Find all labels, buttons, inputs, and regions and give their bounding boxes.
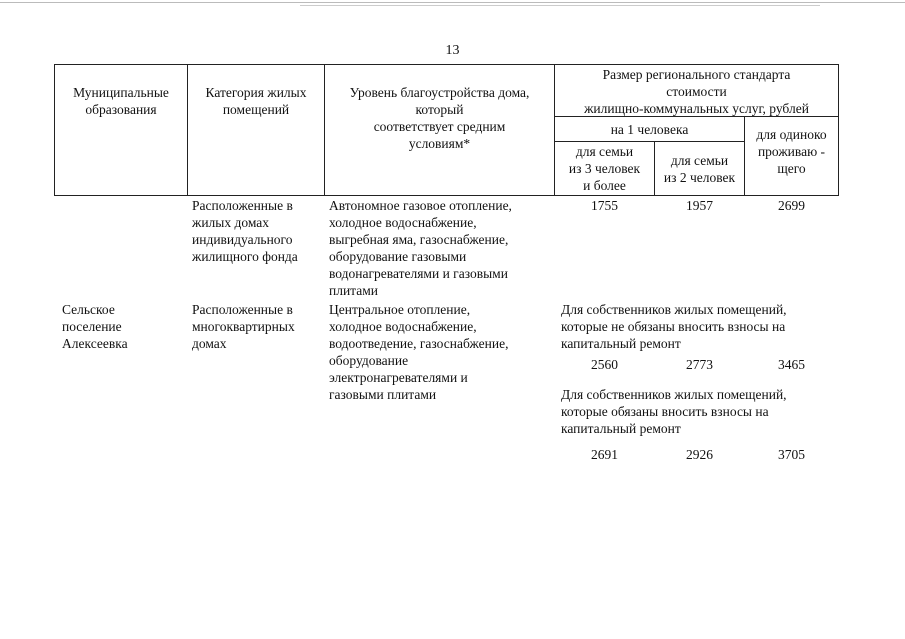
header-single: [745, 126, 838, 177]
text-line: многоквартирных: [192, 319, 295, 334]
header-municipal: [55, 84, 187, 118]
text-line: Расположенные в: [192, 302, 293, 317]
header-line: для семьи: [575, 144, 634, 159]
row2-value1-single: 3465: [778, 357, 805, 372]
table-header-bottom-border: [54, 195, 839, 196]
table-top-border: [54, 64, 839, 65]
header-line: для семьи: [670, 153, 729, 168]
text-line: холодное водоснабжение,: [329, 215, 477, 230]
text-line: жилищного фонда: [192, 249, 298, 264]
header-line: Размер регионального стандарта: [602, 67, 791, 82]
header-category: [188, 84, 324, 118]
header-line: щего: [777, 161, 806, 176]
row2-value2-family2: 2926: [686, 447, 713, 462]
scan-edge-line: [300, 5, 820, 6]
text-line: которые не обязаны вносить взносы на: [561, 319, 786, 334]
text-line: оборудование газовыми: [329, 249, 467, 264]
text-line: капитальный ремонт: [561, 336, 681, 351]
row2-municipal: [62, 301, 186, 352]
header-line: из 2 человек: [663, 170, 736, 185]
row2-value1-family3: 2560: [591, 357, 618, 372]
header-per-person: на 1 человека: [610, 122, 689, 137]
header-family-2: [655, 152, 744, 186]
text-line: водоотведение, газоснабжение,: [329, 336, 509, 351]
row2-value1-family2: 2773: [686, 357, 713, 372]
text-line: жилых домах: [192, 215, 270, 230]
header-line: который: [415, 102, 464, 117]
scan-edge-line: [0, 2, 905, 3]
row1-value-family3: 1755: [591, 198, 618, 213]
text-line: плитами: [329, 283, 379, 298]
header-line: соответствует средним: [373, 119, 506, 134]
header-line: условиям*: [408, 136, 471, 151]
text-line: Автономное газовое отопление,: [329, 198, 512, 213]
header-line: для одиноко: [756, 127, 827, 142]
page-number: 13: [445, 43, 460, 58]
text-line: поселение: [62, 319, 122, 334]
text-line: Расположенные в: [192, 198, 293, 213]
text-line: электронагревателями и: [329, 370, 468, 385]
text-line: домах: [192, 336, 227, 351]
text-line: Сельское: [62, 302, 115, 317]
text-line: выгребная яма, газоснабжение,: [329, 232, 509, 247]
text-line: Для собственников жилых помещений,: [561, 302, 787, 317]
header-line: и более: [583, 178, 626, 193]
row1-value-family2: 1957: [686, 198, 713, 213]
header-line: стоимости: [666, 84, 727, 99]
row2-category: [192, 301, 326, 352]
row2-note-not-obliged: [561, 301, 841, 352]
header-standard-size: [555, 66, 838, 117]
header-line: Муниципальные: [73, 85, 169, 100]
text-line: водонагревателями и газовыми: [329, 266, 508, 281]
table-border: [838, 64, 839, 196]
header-line: помещений: [222, 102, 290, 117]
text-line: холодное водоснабжение,: [329, 319, 477, 334]
text-line: которые обязаны вносить взносы на: [561, 404, 769, 419]
header-divider: [554, 141, 744, 142]
row1-value-single: 2699: [778, 198, 805, 213]
text-line: капитальный ремонт: [561, 421, 681, 436]
header-line: образования: [85, 102, 157, 117]
text-line: индивидуального: [192, 232, 293, 247]
row2-level: [329, 301, 554, 403]
row2-value2-family3: 2691: [591, 447, 618, 462]
header-level: [325, 84, 554, 152]
row1-level: [329, 197, 554, 299]
row2-note-obliged: [561, 386, 841, 437]
header-line: из 3 человек: [568, 161, 641, 176]
header-family-3: [555, 143, 654, 194]
header-line: Категория жилых: [205, 85, 307, 100]
text-line: Алексеевка: [62, 336, 128, 351]
row1-category: [192, 197, 326, 265]
header-line: Уровень благоустройства дома,: [349, 85, 530, 100]
text-line: оборудование: [329, 353, 409, 368]
text-line: Для собственников жилых помещений,: [561, 387, 787, 402]
header-line: проживаю -: [757, 144, 826, 159]
text-line: Центральное отопление,: [329, 302, 471, 317]
header-line: жилищно-коммунальных услуг, рублей: [584, 101, 809, 116]
row2-value2-single: 3705: [778, 447, 805, 462]
text-line: газовыми плитами: [329, 387, 437, 402]
